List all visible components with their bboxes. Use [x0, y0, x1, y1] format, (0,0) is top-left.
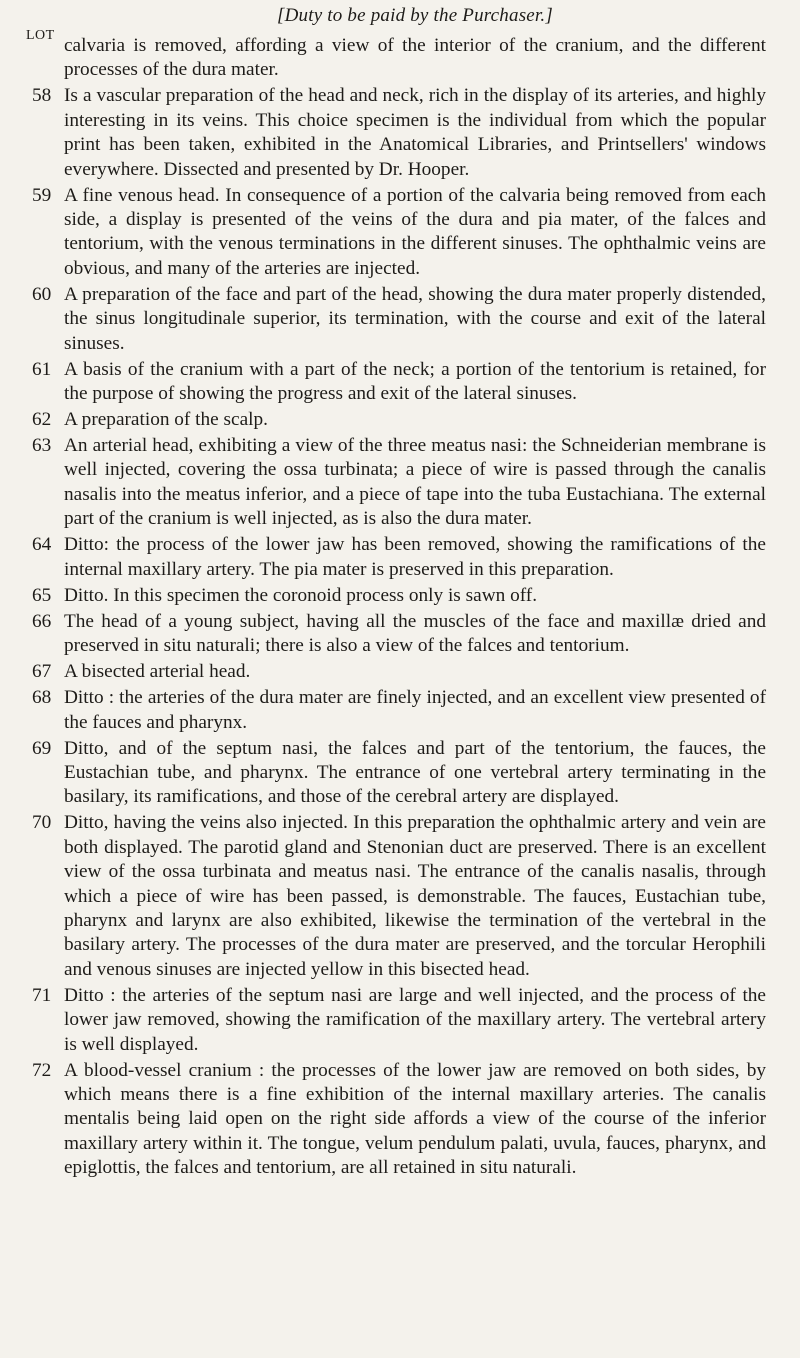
lot-number: 59 — [32, 184, 52, 206]
lot-number: 58 — [32, 85, 52, 107]
lot-description: Ditto : the arteries of the septum nasi are large and well injected, and the process of the lower jaw removed, showing the ramification of the maxillary artery. The vertebral artery is well displayed. — [64, 984, 766, 1055]
lot-entry-71 — [24, 984, 766, 1057]
lot-entry-62 — [24, 408, 766, 432]
lot-entry-72 — [24, 1059, 766, 1181]
lot-description: calvaria is removed, affording a view of the interior of the cranium, and the different processes of the dura mater. — [64, 35, 766, 81]
running-head: [Duty to be paid by the Purchaser.] — [277, 5, 553, 26]
lot-number: 67 — [32, 661, 52, 683]
lot-entry-69 — [24, 737, 766, 810]
lot-description: A blood-vessel cranium : the processes of the lower jaw are removed on both sides, by which means there is a fine exhibition of the internal maxillary arteries. The canalis mentalis being laid open on the right side affords a view of the course of the inferior maxillary artery within it. The tongue, velum pendulum palati, uvula, fauces, pharynx, and epiglottis, the falces and tentorium, are all retained in situ naturali. — [64, 1059, 766, 1179]
lot-entry-60 — [24, 283, 766, 356]
lot-number: 63 — [32, 435, 52, 457]
lot-description: A preparation of the face and part of the head, showing the dura mater properly distended, the sinus longitudinale superior, its termination, with the course and exit of the lateral sinuses. — [64, 283, 766, 354]
lot-entry-67 — [24, 660, 766, 684]
lot-entry-68 — [24, 686, 766, 735]
lot-description: A fine venous head. In consequence of a portion of the calvaria being removed from each side, a display is presented of the veins of the dura and pia mater, of the falces and tentorium, with the venous terminations in the different sinuses. The ophthalmic veins are obvious, and many of the arteries are injected. — [64, 184, 766, 279]
lot-number: 69 — [32, 737, 52, 759]
lot-entry-66 — [24, 610, 766, 659]
lot-list — [24, 34, 766, 1181]
lot-entry-65 — [24, 584, 766, 608]
lot-number: 66 — [32, 610, 52, 632]
lot-number: 70 — [32, 812, 52, 834]
lot-number: 62 — [32, 409, 52, 431]
lot-number: 65 — [32, 584, 52, 606]
lot-number: 61 — [32, 358, 52, 380]
lot-description: The head of a young subject, having all the muscles of the face and maxillæ dried and preserved in situ naturali; there is also a view of the falces and tentorium. — [64, 610, 766, 657]
lot-description: Ditto, having the veins also injected. In this preparation the ophthalmic artery and vein are both displayed. The parotid gland and Stenonian duct are preserved. There is an excellent view of the ossa turbinata and meatus nasi. The entrance of the canalis nasalis, through which a piece of wire has been passed, is demonstrable. The fauces, Eustachian tube, pharynx and larynx are also exhibited, likewise the termination of the vertebral in the basilary artery. The processes of the dura mater are preserved, and the torcular Herophili and venous sinuses are injected yellow in this bisected head. — [64, 812, 766, 980]
lot-continuation — [24, 34, 766, 83]
lot-column-label: LOT — [26, 28, 55, 43]
lot-description: Is a vascular preparation of the head and neck, rich in the display of its arteries, and highly interesting in its veins. This choice specimen is the individual from which the popular print has been taken, exhibited in the Anatomical Libraries, and Printsellers' windows everywhere. Dissected and presented by Dr. Hooper. — [64, 85, 766, 180]
lot-description: A basis of the cranium with a part of the neck; a portion of the tentorium is retained, for the purpose of showing the progress and exit of the lateral sinuses. — [64, 358, 766, 405]
lot-entry-61 — [24, 358, 766, 407]
lot-description: Ditto: the process of the lower jaw has been removed, showing the ramifications of the internal maxillary artery. The pia mater is preserved in this preparation. — [64, 534, 766, 580]
lot-entry-58 — [24, 84, 766, 182]
lot-description: A preparation of the scalp. — [64, 409, 268, 431]
lot-number: 71 — [32, 984, 52, 1006]
lot-number: 60 — [32, 283, 52, 305]
lot-description: Ditto. In this specimen the coronoid process only is sawn off. — [64, 584, 538, 606]
lot-description: A bisected arterial head. — [64, 661, 251, 683]
lot-description: An arterial head, exhibiting a view of the three meatus nasi: the Schneiderian membrane is well injected, covering the ossa turbinata; a piece of wire is passed through the canalis nasalis into the meatus inferior, and a piece of tape into the tuba Eustachiana. The external part of the cranium is well injected, as is also the dura mater. — [64, 435, 766, 530]
lot-number: 68 — [32, 687, 52, 709]
lot-entry-59 — [24, 184, 766, 282]
lot-entry-70 — [24, 811, 766, 982]
lot-number: 72 — [32, 1059, 52, 1081]
lot-description: Ditto, and of the septum nasi, the falces and part of the tentorium, the fauces, the Eustachian tube, and pharynx. The entrance of one vertebral artery terminating in the basilary, its ramifications, and those of the cerebral artery are displayed. — [64, 737, 766, 808]
lot-entry-63 — [24, 434, 766, 532]
lot-entry-64 — [24, 533, 766, 582]
lot-description: Ditto : the arteries of the dura mater are finely injected, and an excellent view presented of the fauces and pharynx. — [64, 687, 766, 733]
lot-number: 64 — [32, 534, 52, 556]
